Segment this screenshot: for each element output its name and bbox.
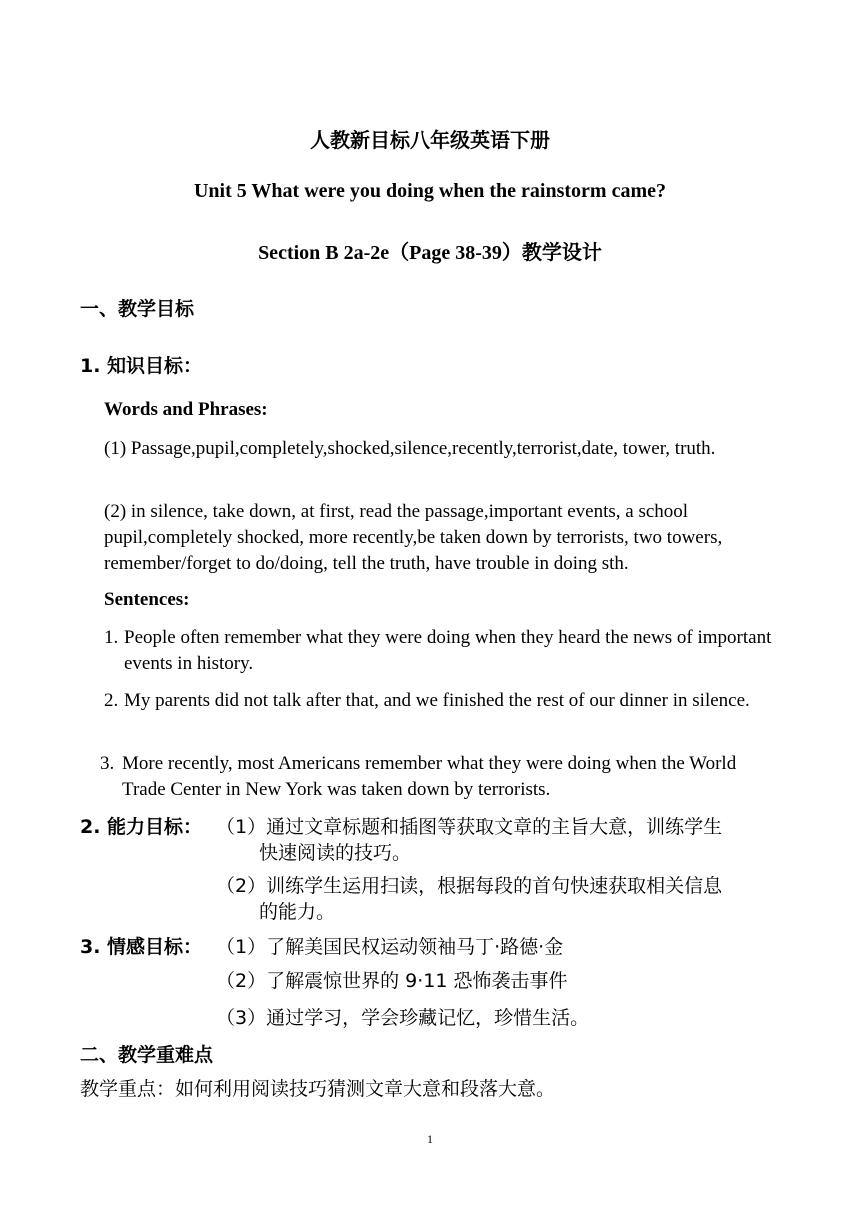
words-phrases-heading: Words and Phrases:	[104, 399, 268, 420]
emotion-goal-label: 3. 情感目标：	[80, 936, 203, 958]
ability-goal-item-2: （2）训练学生运用扫读，根据每段的首句快速获取相关信息	[216, 875, 723, 897]
words-list-2: (2) in silence, take down, at first, read the passage,important events, a school pupil,completely shocked, more recently,be taken down by terrorists, two towers, remember/forget to do/doing, tell the truth, have trouble in doing sth.	[104, 501, 723, 574]
doc-title-chinese: 人教新目标八年级英语下册	[310, 128, 550, 152]
sentence-text: My parents did not talk after that, and we finished the rest of our dinner in silence.	[124, 690, 750, 711]
sentence-text: People often remember what they were doing when they heard the news of important events in history.	[124, 627, 772, 674]
page-number: 1	[427, 1132, 433, 1146]
emotion-goal-item-3: （3）通过学习，学会珍藏记忆，珍惜生活。	[216, 1007, 590, 1029]
sentence-number: 1.	[104, 627, 119, 648]
emotion-goal-item-1: （1）了解美国民权运动领袖马丁·路德·金	[216, 936, 564, 958]
section-heading-key-points: 二、教学重难点	[80, 1044, 214, 1066]
emotion-goal-item-2: （2）了解震惊世界的 9·11 恐怖袭击事件	[216, 970, 568, 992]
ability-goal-item-1-cont: 快速阅读的技巧。	[259, 842, 412, 864]
doc-title-unit: Unit 5 What were you doing when the rainstorm came?	[193, 180, 667, 202]
sentence-text: More recently, most Americans remember what they were doing when the World Trade Center in New York was taken down by terrorists.	[122, 753, 737, 800]
sentences-heading: Sentences:	[104, 589, 190, 610]
ability-goal-item-2-cont: 的能力。	[259, 901, 336, 923]
section-heading-teaching-goals: 一、教学目标	[80, 298, 195, 320]
key-point-text: 教学重点：如何利用阅读技巧猜测文章大意和段落大意。	[80, 1078, 556, 1100]
sentence-number: 2.	[104, 690, 119, 711]
knowledge-goal-heading: 1. 知识目标：	[80, 355, 203, 377]
ability-goal-label: 2. 能力目标：	[80, 816, 203, 838]
sentence-number: 3.	[100, 753, 115, 774]
ability-goal-item-1: （1）通过文章标题和插图等获取文章的主旨大意，训练学生	[216, 816, 723, 838]
words-list-1: (1) Passage,pupil,completely,shocked,silence,recently,terrorist,date, tower, truth.	[104, 438, 716, 459]
doc-title-section: Section B 2a-2e（Page 38-39）教学设计	[258, 242, 602, 264]
